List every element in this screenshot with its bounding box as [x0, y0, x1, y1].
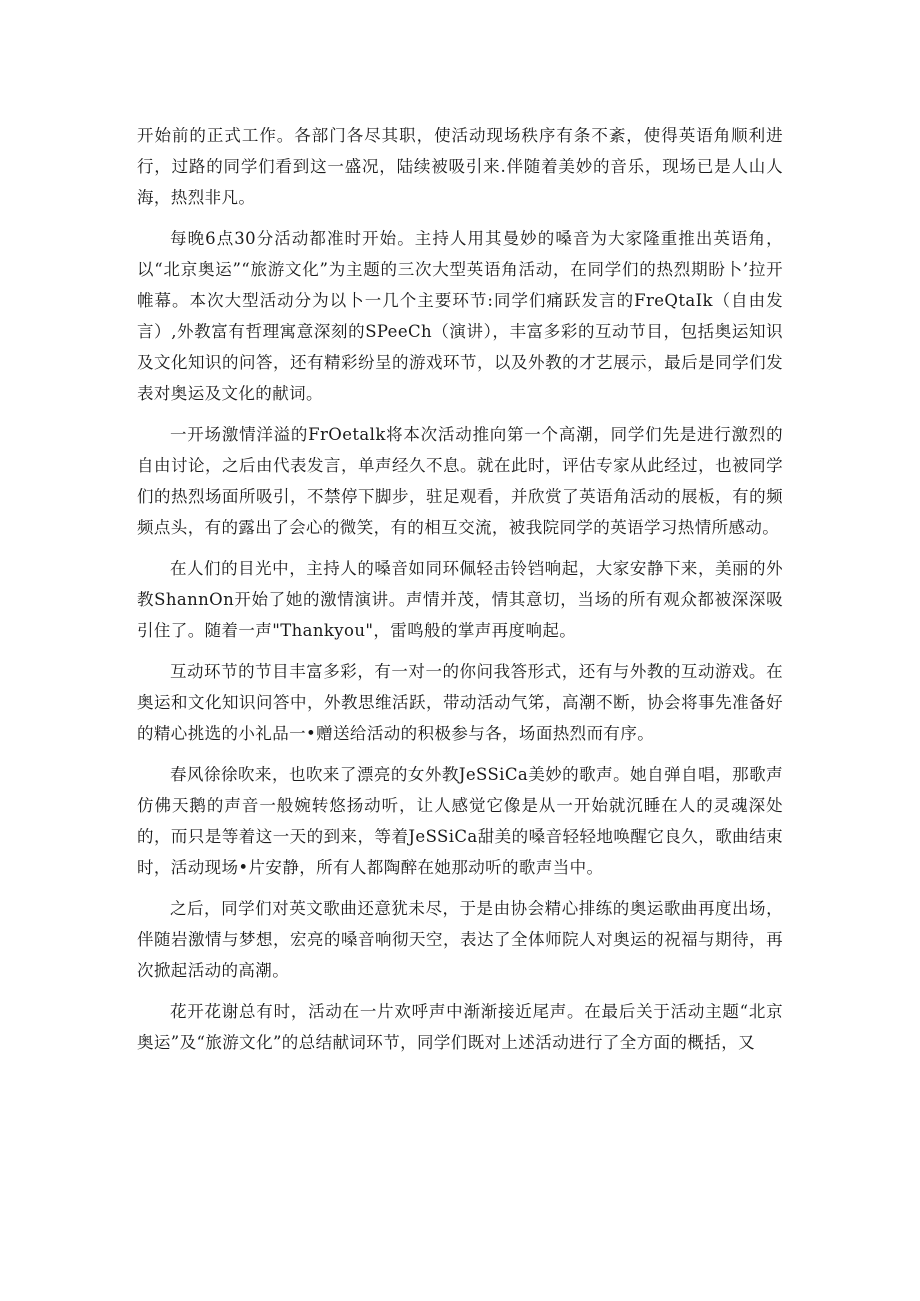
- paragraph-song-performance: 春风徐徐吹来，也吹来了漂亮的女外教JeSSiCa美妙的歌声。她自弹自唱，那歌声仿佛天鹅的声音一般婉转悠扬动听，让人感觉它像是从一开始就沉睡在人的灵魂深处的，而只是等着这一天的到来，等着JeSSiCa甜美的嗓音轻轻地唤醒它良久，歌曲结束时，活动现场•片安静，所有人都陶醉在她那动听的歌声当中。: [137, 765, 783, 877]
- paragraph-free-talk: 一开场激情洋溢的FrOetalk将本次活动推向第一个高潮，同学们先是进行激烈的自由讨论，之后由代表发言，单声经久不息。就在此时，评估专家从此经过，也被同学们的热烈场面所吸引，不禁停下脚步，驻足观看，并欣赏了英语角活动的展板，有的频频点头，有的露出了会心的微笑，有的相互交流，被我院同学的英语学习热情所感动。: [137, 425, 783, 537]
- paragraph-closing: 花开花谢总有时，活动在一片欢呼声中渐渐接近尾声。在最后关于活动主题“北京奥运”及“旅游文化”的总结献词环节，同学们既对上述活动进行了全方面的概括，又: [137, 1002, 783, 1052]
- paragraph-activity-schedule: 每晚6点30分活动都准时开始。主持人用其曼妙的嗓音为大家隆重推出英语角，以“北京奥运”“旅游文化”为主题的三次大型英语角活动，在同学们的热烈期盼卜’拉开帷幕。本次大型活动分为以卜一几个主要环节:同学们痛跃发言的FreQtaIk（自由发言）,外教富有哲理寓意深刻的SPeeCh（演讲），丰富多彩的互动节目，包括奥运知识及文化知识的问答，还有精彩纷呈的游戏环节，以及外教的才艺展示，最后是同学们发表对奥运及文化的献词。: [137, 229, 783, 403]
- article-body: [137, 120, 783, 1068]
- paragraph-olympic-song: 之后，同学们对英文歌曲还意犹未尽，于是由协会精心排练的奥运歌曲再度出场，伴随岩激情与梦想，宏亮的嗓音响彻天空，表达了全体师院人对奥运的祝福与期待，再次掀起活动的高潮。: [137, 899, 783, 980]
- paragraph-speech: 在人们的目光中，主持人的嗓音如同环佩轻击铃铛响起，大家安静下来，美丽的外教ShannOn开始了她的激情演讲。声情并茂，情其意切，当场的所有观众都被深深吸引住了。随着一声"Thankyou"，雷鸣般的掌声再度响起。: [137, 559, 783, 640]
- paragraph-opening-continuation: 开始前的正式工作。各部门各尽其职，使活动现场秩序有条不紊，使得英语角顺利进行，过路的同学们看到这一盛况，陆续被吸引来.伴随着美妙的音乐，现场已是人山人海，热烈非凡。: [137, 126, 783, 207]
- paragraph-interactive-session: 互动环节的节目丰富多彩，有一对一的你问我答形式，还有与外教的互动游戏。在奥运和文化知识问答中，外教思维活跃，带动活动气笫，高潮不断，协会将事先准备好的精心挑选的小礼品一•赠送给活动的积极参与各，场面热烈而有序。: [137, 662, 783, 743]
